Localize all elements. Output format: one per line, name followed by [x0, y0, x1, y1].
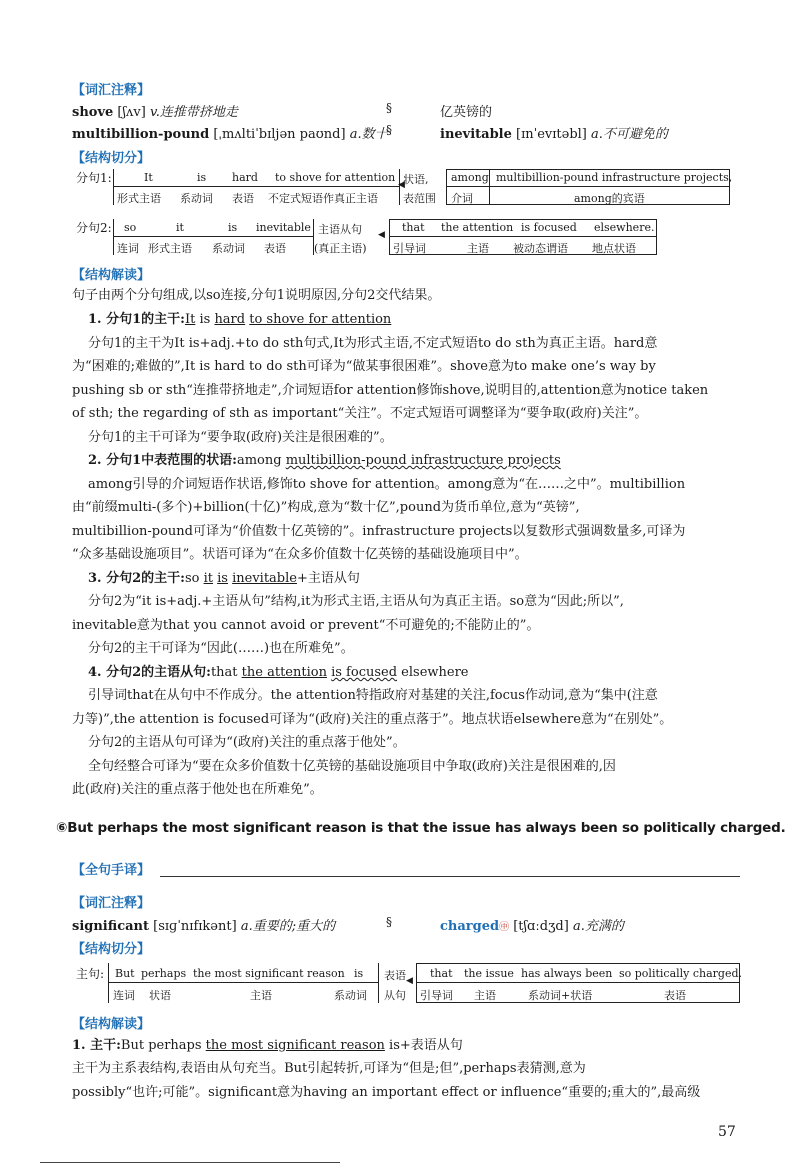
separator-icon: § — [386, 915, 392, 929]
clause2-right-role: 引导词 — [393, 242, 426, 255]
clause2-right-role: 地点状语 — [592, 242, 636, 255]
clause2-mid-bottom: (真正主语) — [314, 242, 367, 255]
main-cell: is — [354, 967, 364, 980]
point1-line: pushing sb or sth“连推带挤地走”,介词短语for attention修饰shove,说明目的,attention意为notice taken — [72, 383, 709, 398]
point1-summary: 分句1的主干可译为“要争取(政府)关注是很困难的”。 — [88, 430, 393, 445]
clause2-right: is focused — [521, 221, 577, 234]
main-point-line: possibly“也许;可能”。significant意为having an important effect or influence“重要的;重大的”,最高级 — [72, 1085, 701, 1100]
point4-summary: 分句2的主语从句可译为“(政府)关注的重点落于他处”。 — [88, 735, 406, 750]
clause2-right-role: 主语 — [467, 242, 489, 255]
clause2-right-role: 被动态谓语 — [513, 242, 568, 255]
clause2-label: 分句2: — [76, 221, 112, 235]
clause1-cell: hard — [232, 171, 258, 184]
clause1-mid-top: 状语, — [403, 173, 429, 186]
translate-heading: 【全句手译】 — [72, 863, 151, 878]
main-role: 状语 — [149, 989, 171, 1002]
point4-line: 引导词that在从句中不作成分。the attention特指政府对基建的关注,focus作动词,意为“集中(注意 — [88, 688, 658, 703]
point2-line: among引导的介词短语作状语,修饰to shove for attention。among意为“在……之中”。multibillion — [88, 477, 686, 492]
clause1-cell: is — [197, 171, 207, 184]
vocab-multibillion: multibillion-pound [ˌmʌltiˈbɪljən paʊnd] a.数十 — [72, 127, 388, 142]
main-clause-label: 主句: — [76, 967, 105, 981]
clause2-role: 形式主语 — [148, 242, 192, 255]
star-badge-icon: ㊥ — [499, 922, 510, 933]
sentence-6: ⑥But perhaps the most significant reason is that the issue has always been so politically charged. — [56, 820, 786, 836]
separator-icon: § — [386, 123, 392, 137]
main-right-role: 主语 — [474, 989, 496, 1002]
point3-heading: 3. 分句2的主干:so it is inevitable+主语从句 — [88, 571, 360, 586]
main-role: 主语 — [250, 989, 272, 1002]
clause1-cell: It — [144, 171, 153, 184]
point1-line: of sth; the regarding of sth as important“关注”。不定式短语可调整译为“要争取(政府)关注”。 — [72, 406, 648, 421]
main-point-line: 主干为主系表结构,表语由从句充当。But引起转折,可译为“但是;但”,perhaps表猜测,意为 — [72, 1061, 586, 1076]
clause1-right: among — [451, 171, 489, 184]
clause2-cell: is — [228, 221, 238, 234]
main-cell: But — [115, 967, 135, 980]
vocab-shove: shove [ʃʌv] v.连推带挤地走 — [72, 105, 238, 120]
main-point-heading: 1. 主干:But perhaps the most significant reason is+表语从句 — [72, 1038, 463, 1053]
page-number: 57 — [718, 1124, 736, 1140]
full-translation-line: 此(政府)关注的重点落于他处也在所难免”。 — [72, 782, 323, 797]
separator-icon: § — [386, 101, 392, 115]
main-right-role: 引导词 — [420, 989, 453, 1002]
main-mid-top: 表语 — [384, 969, 406, 982]
clause2-right: the attention — [441, 221, 514, 234]
clause1-label: 分句1: — [76, 171, 112, 185]
vocab-billion-pound-cont: 亿英镑的 — [440, 105, 493, 120]
point2-line: “众多基础设施项目”。状语可译为“在众多价值数十亿英镑的基础设施项目中”。 — [72, 547, 528, 562]
structure-heading-2: 【结构切分】 — [72, 942, 151, 957]
arrow-left-icon: ◀ — [378, 230, 385, 240]
point3-line: 分句2为“it is+adj.+主语从句”结构,it为形式主语,主语从句为真正主语。so意为“因此;所以”, — [88, 594, 624, 609]
point1-line: 为“困难的;难做的”,It is hard to do sth可译为“做某事很困难”。shove意为to make one’s way by — [72, 359, 656, 374]
clause1-right: multibillion-pound infrastructure projects, — [496, 171, 733, 184]
main-cell: the most significant reason — [193, 967, 345, 980]
clause2-role: 系动词 — [212, 242, 245, 255]
intro-text: 句子由两个分句组成,以so连接,分句1说明原因,分句2交代结果。 — [72, 288, 441, 303]
point2-line: multibillion-pound可译为“价值数十亿英镑的”。infrastructure projects以复数形式强调数量多,可译为 — [72, 524, 686, 539]
clause1-cell: to shove for attention — [275, 171, 396, 184]
analysis-heading-2: 【结构解读】 — [72, 1017, 151, 1032]
main-right-role: 系动词+状语 — [528, 989, 593, 1002]
vocab-heading-2: 【词汇注释】 — [72, 896, 151, 911]
point4-line: 力等)”,the attention is focused可译为“(政府)关注的重点落于”。地点状语elsewhere意为“在别处”。 — [72, 712, 673, 727]
clause2-cell: inevitable — [256, 221, 311, 234]
clause2-right: elsewhere. — [594, 221, 655, 234]
clause1-mid-bottom: 表范围 — [403, 192, 436, 205]
main-role: 系动词 — [334, 989, 367, 1002]
main-mid-bottom: 从句 — [384, 989, 406, 1002]
clause2-cell: it — [176, 221, 184, 234]
main-right: the issue — [464, 967, 514, 980]
clause2-role: 表语 — [264, 242, 286, 255]
point3-summary: 分句2的主干可译为“因此(……)也在所难免”。 — [88, 641, 354, 656]
point2-line: 由“前缀multi-(多个)+billion(十亿)”构成,意为“数十亿”,pound为货币单位,意为“英镑”, — [72, 500, 580, 515]
clause1-role: 不定式短语作真正主语 — [268, 192, 378, 205]
clause2-mid-top: 主语从句 — [318, 223, 362, 236]
analysis-heading-1: 【结构解读】 — [72, 268, 151, 283]
main-right: has always been — [521, 967, 613, 980]
main-cell: perhaps — [141, 967, 187, 980]
vocab-inevitable: inevitable [ɪnˈevɪtəbl] a.不可避免的 — [440, 127, 668, 142]
footer-rule — [40, 1162, 340, 1163]
clause1-right-role: 介词 — [451, 192, 473, 205]
translation-blank-line — [160, 876, 740, 877]
point1-line: 分句1的主干为It is+adj.+to do sth句式,It为形式主语,不定式短语to do sth为真正主语。hard意 — [88, 336, 658, 351]
point2-heading: 2. 分句1中表范围的状语:among multibillion-pound infrastructure projects — [88, 453, 561, 468]
main-right: so politically charged. — [619, 967, 743, 980]
vocab-significant: significant [sɪɡˈnɪfɪkənt] a.重要的;重大的 — [72, 919, 336, 934]
point4-heading: 4. 分句2的主语从句:that the attention is focused elsewhere — [88, 665, 469, 680]
point3-line: inevitable意为that you cannot avoid or prevent“不可避免的;不能防止的”。 — [72, 618, 540, 633]
structure-heading-1: 【结构切分】 — [72, 151, 151, 166]
main-right-role: 表语 — [664, 989, 686, 1002]
vocab-heading-1: 【词汇注释】 — [72, 83, 151, 98]
clause2-role: 连词 — [117, 242, 139, 255]
vocab-charged: charged㊥ [tʃɑːdʒd] a.充满的 — [440, 919, 624, 934]
main-role: 连词 — [113, 989, 135, 1002]
point1-heading: 1. 分句1的主干:It is hard to shove for attention — [88, 312, 392, 327]
arrow-left-icon: ◀ — [406, 976, 413, 986]
clause1-role: 表语 — [232, 192, 254, 205]
clause2-cell: so — [124, 221, 137, 234]
clause1-role: 形式主语 — [117, 192, 161, 205]
arrow-left-icon: ◀ — [398, 180, 405, 190]
main-right: that — [430, 967, 453, 980]
clause1-right-role: among的宾语 — [574, 192, 645, 205]
clause1-role: 系动词 — [180, 192, 213, 205]
full-translation-line: 全句经整合可译为“要在众多价值数十亿英镑的基础设施项目中争取(政府)关注是很困难的,因 — [88, 759, 616, 774]
clause2-right: that — [402, 221, 425, 234]
